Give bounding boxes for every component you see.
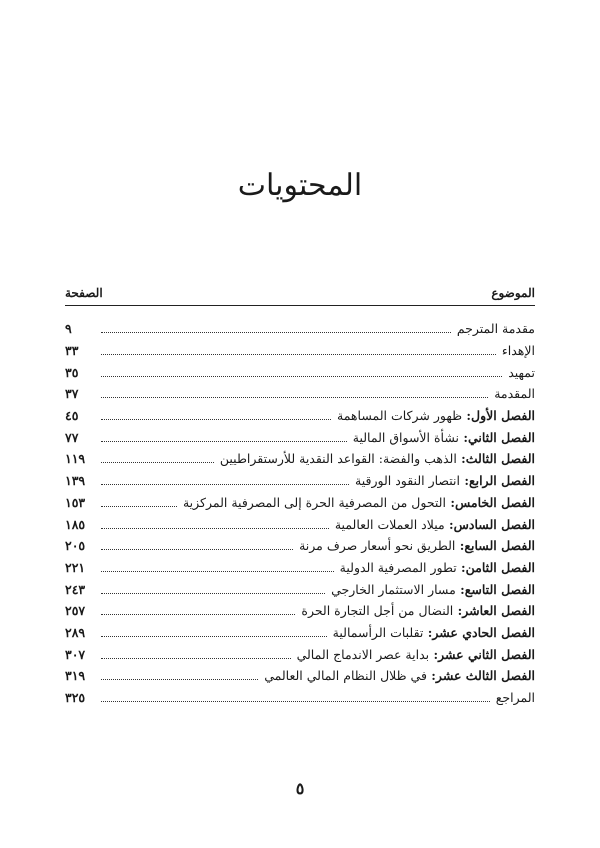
chapter-label: الفصل السادس bbox=[453, 516, 535, 532]
dot-leader bbox=[101, 332, 451, 333]
page-title: المحتويات bbox=[237, 168, 363, 203]
toc-entry bbox=[65, 318, 535, 340]
chapter-label: الفصل التاسع bbox=[464, 581, 535, 597]
chapter-label: الفصل الرابع bbox=[468, 473, 535, 489]
header-divider bbox=[65, 305, 535, 306]
dot-leader bbox=[101, 549, 293, 550]
dot-leader bbox=[101, 571, 334, 572]
chapter-label: الفصل الحادي عشر bbox=[432, 624, 535, 640]
topic-column-header: الموضوع bbox=[491, 286, 535, 300]
toc-entry bbox=[65, 643, 535, 665]
page-number: ٥ bbox=[295, 779, 305, 798]
entry-page-number: ٩ bbox=[65, 321, 72, 337]
chapter-separator: : bbox=[444, 516, 454, 532]
toc-header bbox=[65, 286, 535, 304]
dot-leader bbox=[101, 636, 327, 637]
dot-leader bbox=[101, 484, 349, 485]
entry-page-number: ٧٧ bbox=[65, 429, 79, 445]
dot-leader bbox=[101, 506, 177, 507]
toc-entry bbox=[65, 578, 535, 600]
dot-leader bbox=[101, 419, 331, 420]
entry-title: ظهور شركات المساهمة bbox=[337, 408, 463, 424]
chapter-label: الفصل العاشر bbox=[462, 603, 535, 619]
entry-title: بداية عصر الاندماج المالي bbox=[296, 646, 430, 662]
dot-leader bbox=[101, 593, 325, 594]
chapter-label: الفصل الخامس bbox=[454, 494, 535, 510]
entry-title: نشأة الأسواق المالية bbox=[352, 429, 459, 445]
entry-page-number: ٢٠٥ bbox=[65, 538, 86, 554]
chapter-separator: : bbox=[459, 429, 468, 445]
dot-leader bbox=[101, 658, 291, 659]
dot-leader bbox=[101, 528, 329, 529]
entry-page-number: ٢٥٧ bbox=[65, 603, 86, 619]
entry-title: الطريق نحو أسعار صرف مرنة bbox=[299, 538, 456, 554]
toc-entry bbox=[65, 622, 535, 644]
chapter-separator: : bbox=[456, 451, 466, 467]
entry-title: تمهيد bbox=[508, 364, 535, 380]
entry-page-number: ١١٩ bbox=[65, 451, 86, 467]
entry-title: انتصار النقود الورقية bbox=[355, 473, 460, 489]
toc-entry bbox=[65, 426, 535, 448]
chapter-label: الفصل الأول bbox=[471, 408, 535, 424]
entry-title: الإهداء bbox=[501, 343, 535, 359]
dot-leader bbox=[101, 441, 347, 442]
entry-page-number: ١٨٥ bbox=[65, 516, 86, 532]
dot-leader bbox=[101, 376, 502, 377]
entry-page-number: ٢٤٣ bbox=[65, 581, 86, 597]
entry-title: تطور المصرفية الدولية bbox=[339, 559, 457, 575]
toc-entry bbox=[65, 383, 535, 405]
toc-entry bbox=[65, 340, 535, 362]
entry-title: مقدمة المترجم bbox=[456, 321, 535, 337]
entry-title: في ظلال النظام المالي العالمي bbox=[264, 668, 427, 684]
toc-entry bbox=[65, 405, 535, 427]
toc-entry bbox=[65, 535, 535, 557]
toc-entry bbox=[65, 361, 535, 383]
chapter-separator: : bbox=[459, 473, 469, 489]
entry-page-number: ٣٥ bbox=[65, 364, 79, 380]
chapter-label: الفصل الثالث bbox=[465, 451, 535, 467]
toc-entry bbox=[65, 600, 535, 622]
entry-page-number: ٤٥ bbox=[65, 408, 79, 424]
chapter-separator: : bbox=[429, 646, 439, 662]
toc-entry bbox=[65, 470, 535, 492]
entry-page-number: ٢٢١ bbox=[65, 559, 86, 575]
dot-leader bbox=[101, 397, 488, 398]
toc-entry bbox=[65, 448, 535, 470]
entry-title: ميلاد العملات العالمية bbox=[334, 516, 445, 532]
toc-entry bbox=[65, 665, 535, 687]
entry-title: النضال من أجل التجارة الحرة bbox=[301, 603, 454, 619]
chapter-separator: : bbox=[426, 668, 436, 684]
entry-title: مسار الاستثمار الخارجي bbox=[331, 581, 456, 597]
chapter-separator: : bbox=[462, 408, 472, 424]
table-of-contents bbox=[65, 318, 535, 708]
chapter-separator: : bbox=[456, 559, 466, 575]
page-column-header: الصفحة bbox=[65, 286, 103, 300]
entry-page-number: ٣٣ bbox=[65, 343, 79, 359]
entry-title: المراجع bbox=[495, 690, 535, 706]
dot-leader bbox=[101, 679, 258, 680]
chapter-separator: : bbox=[453, 603, 463, 619]
chapter-label: الفصل الثامن bbox=[465, 559, 535, 575]
chapter-separator: : bbox=[455, 581, 465, 597]
entry-page-number: ١٥٣ bbox=[65, 494, 86, 510]
dot-leader bbox=[101, 614, 295, 615]
entry-title: التحول من المصرفية الحرة إلى المصرفية المركزية bbox=[182, 494, 446, 510]
dot-leader bbox=[101, 354, 496, 355]
chapter-separator: : bbox=[455, 538, 465, 554]
dot-leader bbox=[101, 462, 214, 463]
chapter-label: الفصل الثاني عشر bbox=[438, 646, 535, 662]
entry-page-number: ٢٨٩ bbox=[65, 624, 86, 640]
chapter-label: الفصل السابع bbox=[464, 538, 535, 554]
toc-entry bbox=[65, 687, 535, 709]
entry-title: تقلبات الرأسمالية bbox=[332, 624, 424, 640]
entry-title: المقدمة bbox=[494, 386, 535, 402]
chapter-separator: : bbox=[423, 624, 433, 640]
chapter-separator: : bbox=[445, 494, 455, 510]
toc-entry bbox=[65, 492, 535, 514]
entry-page-number: ٣٠٧ bbox=[65, 646, 86, 662]
dot-leader bbox=[101, 701, 490, 702]
toc-entry bbox=[65, 513, 535, 535]
entry-page-number: ٣٢٥ bbox=[65, 690, 86, 706]
entry-page-number: ٣١٩ bbox=[65, 668, 86, 684]
entry-title: الذهب والفضة: القواعد النقدية للأرستقراطيين bbox=[219, 451, 457, 467]
entry-page-number: ٣٧ bbox=[65, 386, 79, 402]
entry-page-number: ١٣٩ bbox=[65, 473, 86, 489]
chapter-label: الفصل الثالث عشر bbox=[435, 668, 535, 684]
toc-entry bbox=[65, 557, 535, 579]
chapter-label: الفصل الثاني bbox=[467, 429, 535, 445]
